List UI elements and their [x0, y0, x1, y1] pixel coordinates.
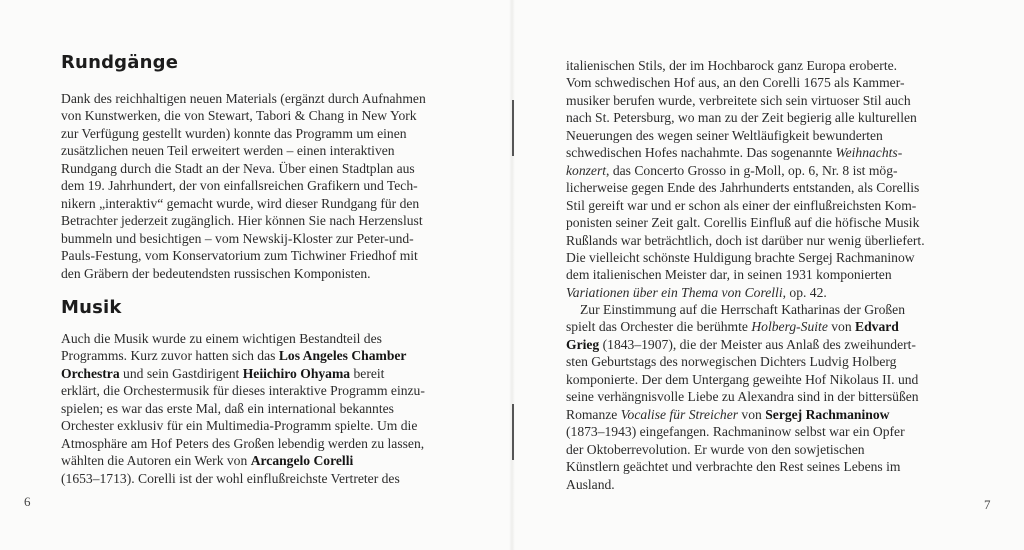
- text-run: Romanze: [566, 406, 621, 422]
- text-line: [566, 318, 919, 335]
- text-line: spielen; es war das erste Mal, daß ein international bekanntes: [61, 400, 394, 416]
- text-line: zusätzlichen neuen Teil erweitert werden – einen interaktiven: [61, 143, 395, 159]
- text-line: erklärt, die Orchestermusik für dieses interaktive Programm einzu-: [61, 383, 425, 399]
- text-line: Künstlern geächtet und verbrachte den Rest seines Lebens im: [566, 459, 901, 475]
- text-line: Zur Einstimmung auf die Herrschaft Katharinas der Großen: [580, 302, 906, 317]
- text-line: Rußlands war beträchtlich, doch ist darüber nur wenig überliefert.: [566, 232, 925, 248]
- paragraph-rundgaenge: [61, 90, 426, 282]
- text-line: [566, 162, 925, 179]
- work-title-cont: konzert: [566, 162, 607, 178]
- text-line: Orchester exklusiv für ein Multimedia-Programm spielte. Um die: [61, 418, 418, 434]
- text-line: Stil gereift war und er schon als einer der einflußreichsten Kom-: [566, 197, 917, 213]
- text-line: Vom schwedischen Hof aus, an den Corelli 1675 als Kammer-: [566, 75, 905, 91]
- text-line: (1653–1713). Corelli ist der wohl einflußreichste Vertreter des: [61, 470, 400, 486]
- composer-name: Sergej Rachmaninow: [765, 406, 890, 422]
- text-run: , das Concerto Grosso in g-Moll, op. 6, Nr. 8 ist mög-: [606, 162, 898, 178]
- orchestra-name: Los Angeles Chamber: [278, 348, 407, 364]
- work-title: Vocalise für Streicher: [620, 406, 739, 422]
- conductor-name: Heiichiro Ohyama: [242, 365, 351, 381]
- paragraph-grieg: [566, 301, 919, 493]
- text-line: der Oktoberrevolution. Er wurde von den sowjetischen: [566, 441, 865, 457]
- text-line: nikern „interaktiv“ gemacht wurde, wird dieser Rundgang für den: [61, 195, 420, 211]
- text-run: wählten die Autoren ein Werk von: [61, 453, 251, 469]
- page-number-right: 7: [984, 497, 991, 512]
- text-line: Pauls-Festung, vom Konservatorium zum Tichwiner Friedhof mit: [61, 248, 418, 264]
- text-line: (1873–1943) eingefangen. Rachmaninow selbst war ein Opfer: [566, 424, 905, 440]
- work-title: Holberg-Suite: [751, 319, 828, 335]
- composer-name: Arcangelo Corelli: [250, 453, 354, 469]
- composer-name: Edvard: [855, 319, 899, 335]
- text-run: von: [738, 406, 766, 422]
- text-line: ponisten seiner Zeit galt. Corellis Einfluß auf die höfische Musik: [566, 215, 920, 231]
- text-line: [61, 347, 425, 364]
- text-run: von: [827, 319, 856, 335]
- text-run: schwedischen Hofes nachahmte. Das sogenannte: [566, 145, 836, 161]
- paragraph-corelli: [566, 57, 925, 301]
- text-line: Neuerungen des wegen seiner Weltläufigkeit bewunderten: [566, 127, 883, 143]
- text-line: Dank des reichhaltigen neuen Materials (ergänzt durch Aufnahmen: [61, 91, 426, 106]
- text-run: und sein Gastdirigent: [119, 365, 243, 381]
- text-line: bummeln und besichtigen – vom Newskij-Kloster zur Peter-und-: [61, 230, 414, 246]
- heading-musik: Musik: [61, 297, 122, 318]
- text-line: [61, 452, 425, 469]
- text-line: Auch die Musik wurde zu einem wichtigen Bestandteil des: [61, 331, 382, 346]
- text-line: seine verhängnisvolle Liebe zu Alexandra sind in der bittersüßen: [566, 389, 919, 405]
- text-line: [566, 406, 919, 423]
- text-line: dem 19. Jahrhundert, der von einfallsreichen Grafikern und Tech-: [61, 178, 418, 194]
- text-run: Programms. Kurz zuvor hatten sich das: [61, 348, 279, 364]
- text-line: licherweise gegen Ende des Jahrhunderts entstanden, als Corellis: [566, 180, 920, 196]
- text-line: [566, 144, 925, 161]
- text-line: Ausland.: [566, 476, 615, 492]
- text-line: den Gräbern der bedeutendsten russischen Komponisten.: [61, 265, 371, 281]
- text-line: dem italienischen Meister dar, in seinen 1931 komponierten: [566, 267, 892, 283]
- work-title: Weihnachts-: [835, 145, 903, 161]
- text-line: von Kunstwerken, die von Stewart, Tabori & Chang in New York: [61, 108, 417, 124]
- text-line: komponierte. Der dem Untergang geweihte Hof Nikolaus II. und: [566, 371, 919, 387]
- text-line: zur Verfügung gestellt wurden) konnte das Programm um einen: [61, 125, 407, 141]
- text-run: (1843–1907), die der Meister aus Anlaß des zweihundert-: [599, 336, 916, 352]
- text-line: Rundgang durch die Stadt an der Neva. Über einen Stadtplan aus: [61, 160, 415, 176]
- text-run: spielt das Orchester die berühmte: [566, 319, 752, 335]
- text-line: Die vielleicht schönste Huldigung brachte Sergej Rachmaninow: [566, 249, 915, 265]
- text-line: [61, 365, 425, 382]
- text-line: Betrachter jederzeit zugänglich. Hier können Sie nach Herzenslust: [61, 213, 423, 229]
- work-title: Variationen über ein Thema von Corelli: [566, 284, 783, 300]
- page-number-left: 6: [24, 494, 31, 509]
- text-line: [566, 284, 925, 301]
- paragraph-musik: [61, 330, 425, 487]
- text-run: , op. 42.: [782, 284, 827, 300]
- text-line: [566, 336, 919, 353]
- composer-name-cont: Grieg: [566, 336, 600, 352]
- text-line: italienischen Stils, der im Hochbarock ganz Europa eroberte.: [566, 58, 898, 73]
- text-line: sten Geburtstags des norwegischen Dichters Ludvig Holberg: [566, 354, 897, 370]
- orchestra-name-cont: Orchestra: [61, 365, 120, 381]
- text-line: musiker berufen wurde, verbreitete sich sein virtuoser Stil auch: [566, 92, 911, 108]
- right-page: [512, 0, 1024, 550]
- text-line: nach St. Petersburg, wo man zu der Zeit begierig alle kulturellen: [566, 110, 917, 126]
- text-line: Atmosphäre am Hof Peters des Großen lebendig werden zu lassen,: [61, 435, 425, 451]
- heading-rundgaenge: Rundgänge: [61, 52, 179, 73]
- text-run: bereit: [350, 365, 385, 381]
